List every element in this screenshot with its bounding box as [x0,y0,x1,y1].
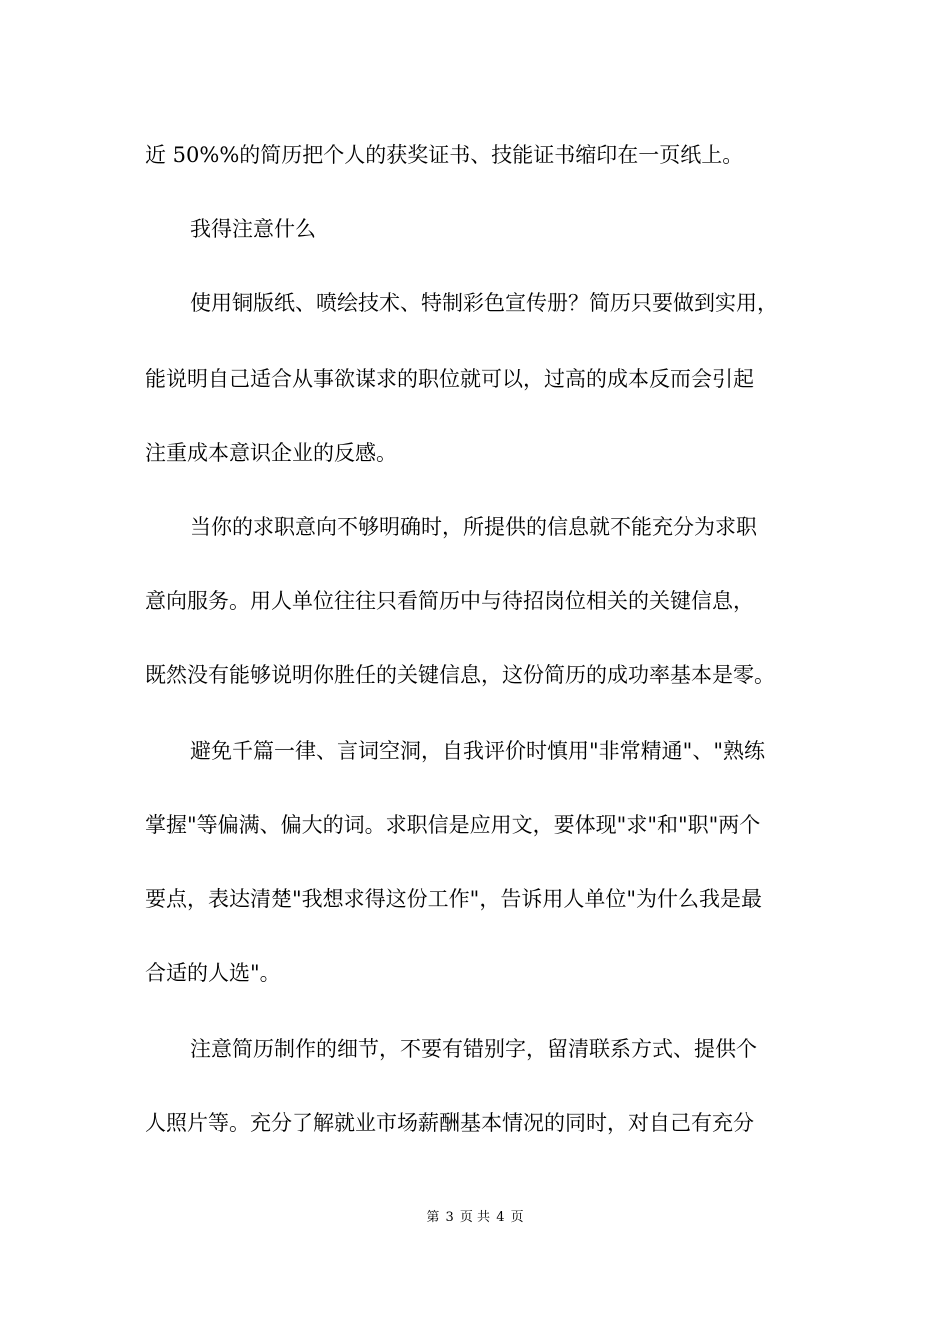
section-heading: 我得注意什么 [190,217,316,241]
text-line-5: 注重成本意识企业的反感。 [145,441,397,465]
text-line-3: 使用铜版纸、喷绘技术、特制彩色宣传册？简历只要做到实用， [190,291,778,315]
footer-prefix: 第 [426,1210,440,1225]
footer-total-pages: 4 [496,1210,505,1225]
text-line-14: 人照片等。充分了解就业市场薪酬基本情况的同时，对自己有充分 [145,1111,754,1135]
text-line-11: 要点，表达清楚"我想求得这份工作"，告诉用人单位"为什么我是最 [145,887,762,911]
text-line-1: 近 50%%的简历把个人的获奖证书、技能证书缩印在一页纸上。 [145,143,744,167]
text-line-12: 合适的人选"。 [145,961,281,985]
text-line-6: 当你的求职意向不够明确时，所提供的信息就不能充分为求职 [190,515,757,539]
footer-middle: 页 共 [459,1210,491,1225]
text-line-4: 能说明自己适合从事欲谋求的职位就可以，过高的成本反而会引起 [145,367,754,391]
text-line-8: 既然没有能够说明你胜任的关键信息，这份简历的成功率基本是零。 [145,663,775,687]
text-line-10: 掌握"等偏满、偏大的词。求职信是应用文，要体现"求"和"职"两个 [145,813,761,837]
footer-suffix: 页 [510,1210,524,1225]
text-line-13: 注意简历制作的细节，不要有错别字，留清联系方式、提供个 [190,1037,757,1061]
text-line-7: 意向服务。用人单位往往只看简历中与待招岗位相关的关键信息， [145,589,754,613]
footer-current-page: 3 [445,1210,454,1225]
text-line-9: 避免千篇一律、言词空洞，自我评价时慎用"非常精通"、"熟练 [190,739,765,763]
page-footer [0,1208,950,1228]
